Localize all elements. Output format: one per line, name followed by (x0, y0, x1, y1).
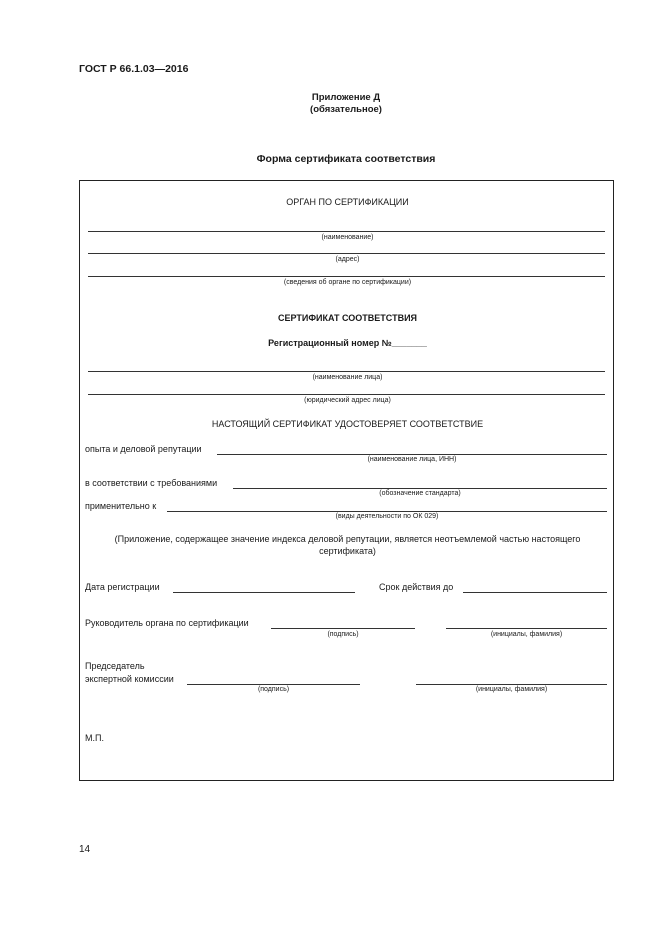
label-reg-date: Дата регистрации (85, 582, 160, 592)
caption-chairman-initials: (инициалы, фамилия) (475, 686, 548, 693)
label-applicable: применительно к (85, 501, 157, 511)
standard-code: ГОСТ Р 66.1.03—2016 (79, 63, 189, 75)
label-head-of-organ: Руководитель органа по сертификации (85, 618, 249, 628)
organ-heading: ОРГАН ПО СЕРТИФИКАЦИИ (286, 197, 409, 207)
form-title: Форма сертификата соответствия (256, 153, 436, 165)
label-chairman-line1: Председатель (85, 661, 145, 671)
label-valid-until: Срок действия до (379, 582, 454, 592)
label-requirements: в соответствии с требованиями (85, 478, 218, 488)
reg-date-line (173, 592, 355, 593)
appendix-title: Приложение Д (311, 92, 381, 103)
page-number: 14 (79, 844, 91, 855)
experience-line (217, 454, 607, 455)
caption-person-name: (наименование лица) (312, 374, 383, 381)
caption-organ-info: (сведения об органе по сертификации) (283, 279, 412, 286)
applicable-line (167, 511, 607, 512)
chairman-initials-line (416, 684, 607, 685)
appendix-note-line1: (Приложение, содержащее значение индекса деловой репутации, является неотъемлемой частью настоящего (114, 534, 581, 544)
head-signature-line (271, 628, 415, 629)
organ-info-line (88, 276, 605, 277)
certificate-form-frame (79, 180, 614, 781)
appendix-status: (обязательное) (310, 104, 382, 115)
declaration-text: НАСТОЯЩИЙ СЕРТИФИКАТ УДОСТОВЕРЯЕТ СООТВЕТСТВИЕ (211, 419, 484, 429)
registration-number: Регистрационный номер №_______ (268, 338, 427, 348)
caption-chairman-signature: (подпись) (257, 686, 290, 693)
caption-head-initials: (инициалы, фамилия) (490, 631, 563, 638)
requirements-line (233, 488, 607, 489)
caption-head-signature: (подпись) (327, 631, 359, 638)
organ-name-line (88, 231, 605, 232)
caption-name: (наименование) (321, 234, 374, 241)
head-initials-line (446, 628, 607, 629)
person-name-line (88, 371, 605, 372)
valid-until-line (463, 592, 607, 593)
caption-person-inn: (наименование лица, ИНН) (367, 456, 457, 463)
caption-address: (адрес) (335, 256, 360, 263)
chairman-signature-line (187, 684, 360, 685)
label-experience: опыта и деловой репутации (85, 444, 202, 454)
legal-address-line (88, 394, 605, 395)
caption-activities: (виды деятельности по ОК 029) (335, 513, 439, 520)
stamp-place: М.П. (85, 733, 104, 743)
certificate-heading: СЕРТИФИКАТ СООТВЕТСТВИЯ (277, 313, 418, 323)
appendix-note-line2: сертификата) (319, 546, 376, 556)
label-chairman-line2: экспертной комиссии (85, 674, 174, 684)
organ-address-line (88, 253, 605, 254)
caption-legal-address: (юридический адрес лица) (304, 397, 391, 404)
caption-standard: (обозначение стандарта) (379, 490, 461, 497)
